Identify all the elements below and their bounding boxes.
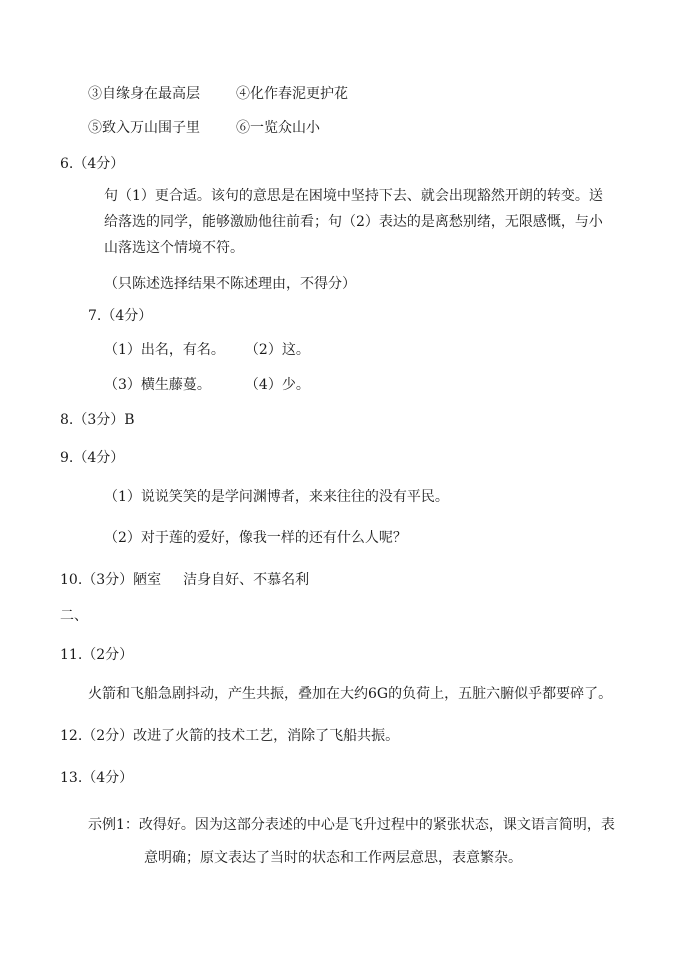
question-header: 7.（4分） <box>88 308 153 324</box>
answer-item: 洁身自好、不慕名利 <box>183 572 310 588</box>
q5-row-1 <box>88 84 348 104</box>
grading-note: （只陈述选择结果不陈述理由，不得分） <box>104 276 356 292</box>
answer-item: ⑥一览众山小 <box>236 120 320 136</box>
answer-item: （3）横生藤蔓。 <box>104 377 211 393</box>
answer-line: 山落选这个情境不符。 <box>104 240 244 256</box>
answer-line: （1）说说笑笑的是学问渊博者，来来往往的没有平民。 <box>104 489 449 505</box>
answer-line: 给落选的同学，能够激励他往前看；句（2）表达的是离愁别绪，无限感慨，与小 <box>104 214 603 230</box>
q5-row-2 <box>88 118 320 138</box>
question-answer: 8.（3分）B <box>60 412 135 428</box>
q7-row-2 <box>104 375 310 395</box>
q10-row <box>60 570 309 590</box>
answer-line: 火箭和飞船急剧抖动，产生共振，叠加在大约6G的负荷上，五脏六腑似乎都要碎了。 <box>88 686 613 702</box>
answer-item: ⑤致入万山围子里 <box>88 120 200 136</box>
answer-line: 意明确；原文表达了当时的状态和工作两层意思，表意繁杂。 <box>144 850 522 866</box>
question-header: 6.（4分） <box>60 156 125 172</box>
answer-item: （4）少。 <box>244 377 310 393</box>
answer-item: （2）这。 <box>244 342 310 358</box>
question-header: 10.（3分）陋室 <box>60 572 162 588</box>
answer-item: ③自缘身在最高层 <box>88 86 200 102</box>
answer-line: （2）对于莲的爱好，像我一样的还有什么人呢？ <box>104 530 407 546</box>
section-heading: 二、 <box>60 608 88 624</box>
answer-line: 示例1：改得好。因为这部分表述的中心是飞升过程中的紧张状态，课文语言简明，表 <box>88 817 615 833</box>
answer-item: （1）出名，有名。 <box>104 342 225 358</box>
question-header: 13.（4分） <box>60 770 134 786</box>
answer-item: ④化作春泥更护花 <box>236 86 348 102</box>
question-header: 9.（4分） <box>60 450 125 466</box>
question-answer: 12.（2分）改进了火箭的技术工艺，消除了飞船共振。 <box>60 728 400 744</box>
question-header: 11.（2分） <box>60 647 134 663</box>
answer-line: 句（1）更合适。该句的意思是在困境中坚持下去、就会出现豁然开朗的转变。送 <box>104 188 603 204</box>
q7-row-1 <box>104 340 310 360</box>
